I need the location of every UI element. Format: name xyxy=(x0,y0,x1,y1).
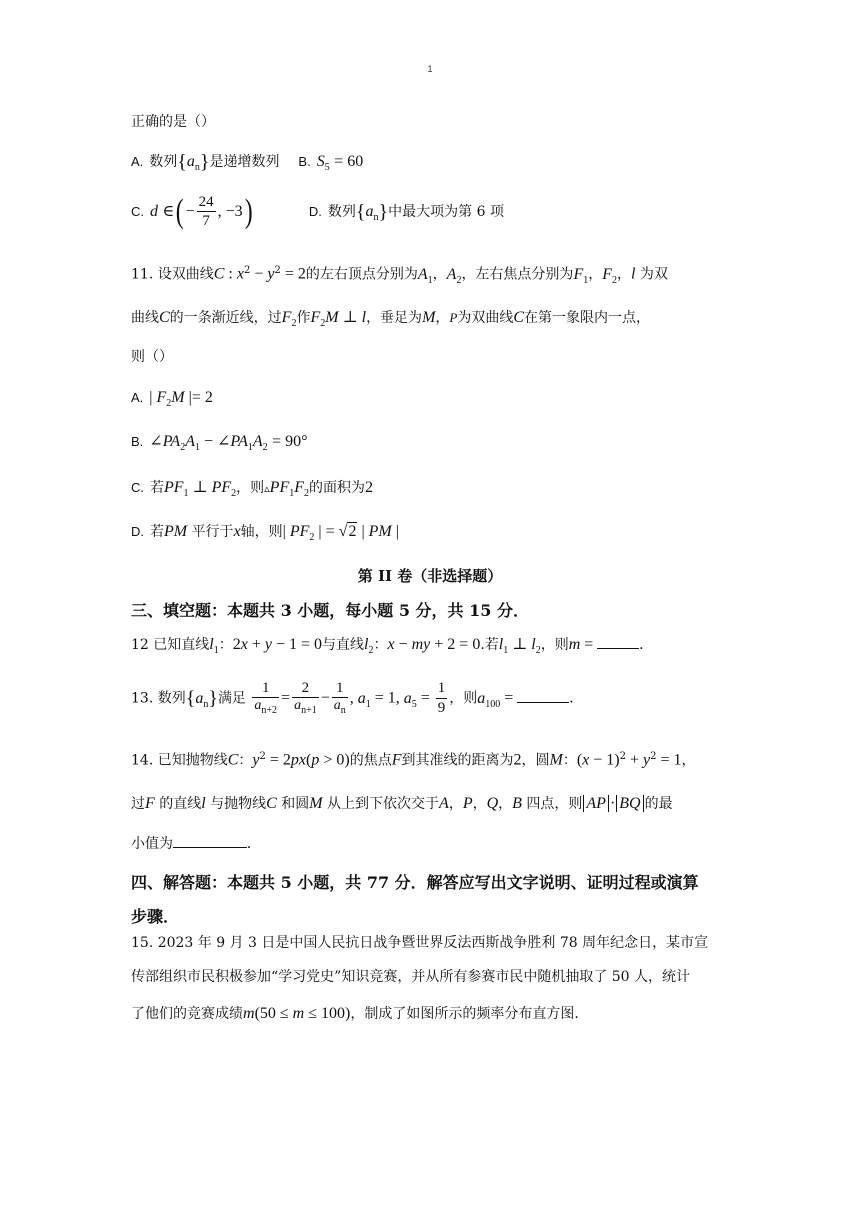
q11-line-1: 11. 设双曲线C : $x^2 - y^2 = 2$的左右顶点分别为$A_1$，$A_2$，左右焦点分别为$F_1$，$F_2$，l 为双 xyxy=(131,265,668,286)
q15-line-1: 15. 2023 年 9 月 3 日是中国人民抗日战争暨世界反法西斯战争胜利 78 周年纪念日，某市宣 xyxy=(131,935,709,951)
q15-line-2: 传部组织市民积极参加“学习党史”知识竞赛，并从所有参赛市民中随机抽取了 50 人，统计 xyxy=(131,969,691,985)
part-2-title: 第 II 卷（非选择题） xyxy=(357,567,503,585)
q11-option-d: D. 若PM 平行于x轴，则| $PF_2$ | = √2 | PM | xyxy=(131,523,399,544)
section-4-heading-line-1: 四、解答题：本题共 5 小题，共 77 分．解答应写出文字说明、证明过程或演算 xyxy=(131,873,699,892)
q14-line-2: 过F 的直线l 与抛物线C 和圆M 从上到下依次交于A，P，Q，B 四点，则 AP · BQ 的最 xyxy=(131,795,673,812)
q11-option-c: C. 若$PF_1$ ⊥ $PF_2$，则$▵PF_1F_2$的面积为2 xyxy=(131,479,373,500)
q11-option-b: B. $\angle PA_2A_1$ − $\angle PA_1A_2 = 90^\circ$ xyxy=(131,433,308,454)
q10-option-a-b: A. 数列$\{a_n\}$是递增数列 B. $S_5 = 60$ xyxy=(131,151,364,174)
q15-line-3: 了他们的竞赛成绩m(50 ≤ m ≤ 100)，制成了如图所示的频率分布直方图. xyxy=(131,1005,579,1022)
section-4-heading-line-2: 步骤． xyxy=(131,907,180,926)
q11-option-a: A. | $F_2M$ |= 2 xyxy=(131,389,213,410)
q11-line-3: 则（） xyxy=(131,349,173,365)
page-number: 1 xyxy=(427,64,433,74)
section-3-heading: 三、填空题：本题共 3 小题，每小题 5 分，共 15 分． xyxy=(131,601,529,620)
q14-line-1: 14. 已知抛物线C：$y^2 = 2px(p > 0)$的焦点F到其准线的距离为2，圆M：$(x - 1)^2 + y^2 = 1$， xyxy=(131,751,696,769)
q11-line-2: 曲线C的一条渐近线，过$F_2$作$F_2M$ ⊥ l，垂足为M，P为双曲线C在第一象限内一点， xyxy=(131,309,651,330)
q14-line-3: 小值为 . xyxy=(131,835,251,852)
q12-line: 12 已知直线$l_1$：2x + y − 1 = 0与直线$l_2$：x − my + 2 = 0.若$l_1$ ⊥ $l_2$，则m = . xyxy=(131,636,644,657)
q10-option-c-d: C. d ∈( − $\frac{24}{7}$ , −3) D. 数列$\{a_n\}$中最大项为第 6 项 xyxy=(131,193,504,231)
q10-tail: 正确的是（） xyxy=(131,114,215,130)
q13-line: 13. 数列$\{a_n\}$满足 $\frac{1}{a_{n+2}}$ = $\frac{2}{a_{n+1}}$ − $\frac{1}{a_n}$ , $a_1 = 1$, $a_5$ = $\frac{1}{9}$ ，则$a_{100}$ = . xyxy=(131,680,574,717)
